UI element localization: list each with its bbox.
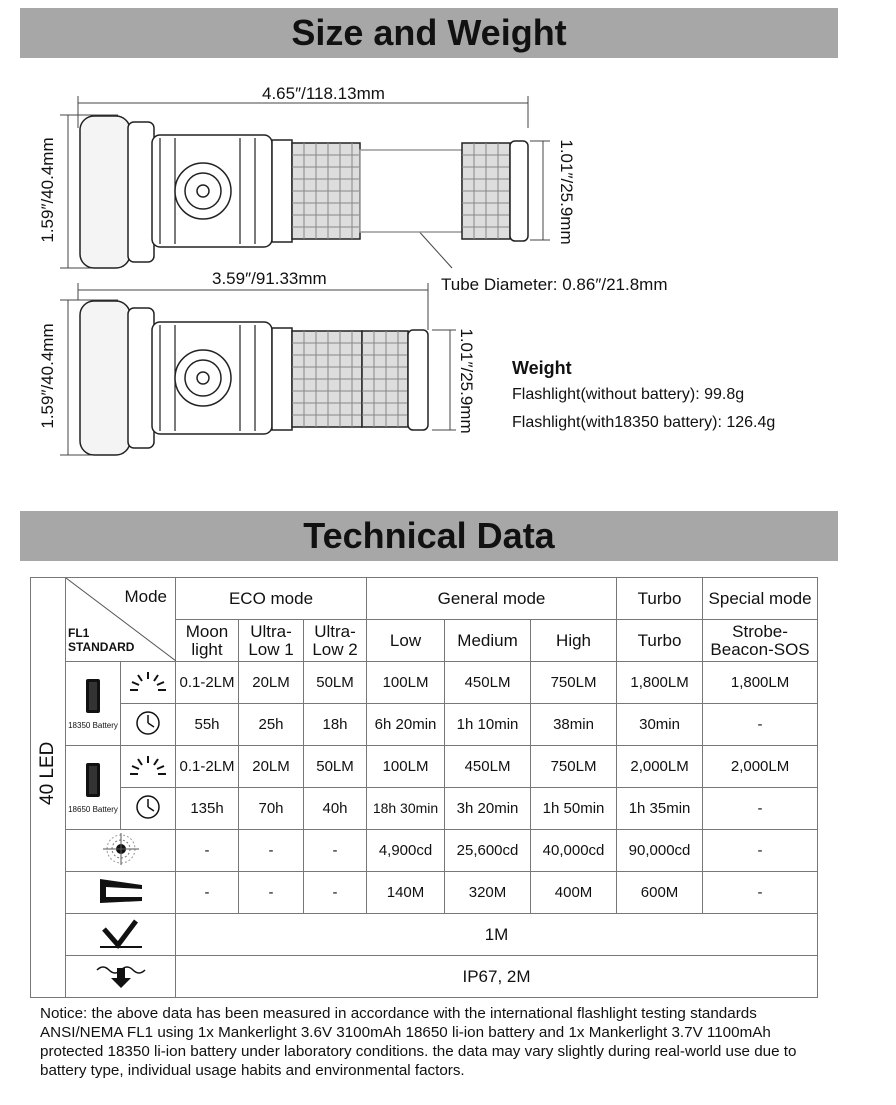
mode-ultra-low-2: Ultra-Low 2 [304, 620, 367, 662]
battery-18350-icon [81, 677, 105, 717]
value-cell: 750LM [531, 662, 617, 704]
size-weight-title: Size and Weight [291, 12, 567, 53]
battery-18650-label: 18650 Battery [68, 804, 118, 814]
value-cell: 1h 35min [617, 788, 703, 830]
clock-icon [135, 794, 161, 820]
mode-moon: Moon light [176, 620, 239, 662]
value-cell: 1h 10min [445, 704, 531, 746]
side-label: 40 LED [37, 741, 59, 805]
value-cell: 0.1-2LM [176, 662, 239, 704]
long-length-label: 4.65″/118.13mm [262, 84, 385, 103]
value-cell: 25,600cd [445, 830, 531, 872]
side-label-cell [31, 578, 66, 998]
battery-18350-label: 18350 Battery [68, 720, 118, 730]
short-length-label: 3.59″/91.33mm [212, 269, 327, 288]
turbo-group-header: Turbo [617, 578, 703, 620]
waterproof-icon-cell [66, 956, 176, 998]
value-cell: 1,800LM [703, 662, 818, 704]
row-18650-lumens [31, 746, 818, 788]
value-cell: - [703, 788, 818, 830]
mode-corner-cell [66, 578, 176, 662]
brightness-icon [128, 752, 168, 778]
value-cell: 320M [445, 872, 531, 914]
value-cell: 30min [617, 704, 703, 746]
battery-18650-icon [81, 761, 105, 801]
value-cell: 1,800LM [617, 662, 703, 704]
table-header-row-1 [31, 578, 818, 620]
beam-distance-icon [96, 875, 146, 907]
row-18650-runtime [31, 788, 818, 830]
weight-without-battery: Flashlight(without battery): 99.8g [512, 386, 745, 403]
tail-diameter-long-label: 1.01″/25.9mm [557, 139, 576, 245]
value-cell: 55h [176, 704, 239, 746]
mode-low: Low [367, 620, 445, 662]
value-cell: - [304, 872, 367, 914]
value-cell: 600M [617, 872, 703, 914]
value-cell: 1h 50min [531, 788, 617, 830]
clock-icon-cell [121, 788, 176, 830]
value-cell: - [304, 830, 367, 872]
general-mode-header: General mode [367, 578, 617, 620]
battery-18350-cell [66, 662, 121, 746]
value-cell: 25h [239, 704, 304, 746]
value-cell: 40h [304, 788, 367, 830]
value-cell: 18h 30min [367, 788, 445, 830]
long-flashlight [80, 116, 528, 268]
value-cell: 140M [367, 872, 445, 914]
value-cell: 50LM [304, 746, 367, 788]
value-cell: 20LM [239, 662, 304, 704]
head-diameter-short-label: 1.59″/40.4mm [38, 323, 57, 429]
target-icon [101, 832, 141, 866]
impact-icon-cell [66, 914, 176, 956]
mode-strobe-beacon-sos: Strobe-Beacon-SOS [703, 620, 818, 662]
weight-heading: Weight [512, 358, 572, 378]
standard-label: STANDARD [68, 640, 135, 654]
row-distance [31, 872, 818, 914]
value-cell: - [176, 872, 239, 914]
value-cell: 6h 20min [367, 704, 445, 746]
row-18350-lumens [31, 662, 818, 704]
technical-data-table [30, 577, 818, 998]
mode-medium: Medium [445, 620, 531, 662]
mode-label: Mode [124, 587, 167, 606]
row-impact [31, 914, 818, 956]
special-mode-header: Special mode [703, 578, 818, 620]
brightness-icon-cell [121, 746, 176, 788]
value-cell: - [703, 830, 818, 872]
value-cell: 100LM [367, 662, 445, 704]
distance-icon-cell [66, 872, 176, 914]
head-diameter-long-label: 1.59″/40.4mm [38, 137, 57, 243]
tube-diameter-label: Tube Diameter: 0.86″/21.8mm [441, 275, 668, 294]
value-cell: 750LM [531, 746, 617, 788]
short-flashlight [80, 301, 428, 455]
battery-18650-cell [66, 746, 121, 830]
value-cell: - [239, 830, 304, 872]
value-cell: 90,000cd [617, 830, 703, 872]
clock-icon-cell [121, 704, 176, 746]
tail-diameter-short-label: 1.01″/25.9mm [457, 328, 476, 434]
eco-mode-header: ECO mode [176, 578, 367, 620]
weight-with-battery: Flashlight(with18350 battery): 126.4g [512, 414, 776, 431]
row-18350-runtime [31, 704, 818, 746]
value-cell: - [176, 830, 239, 872]
technical-data-banner [20, 511, 838, 561]
fl1-label: FL1 [68, 626, 90, 640]
value-cell: 38min [531, 704, 617, 746]
value-cell: 2,000LM [703, 746, 818, 788]
value-cell: 450LM [445, 662, 531, 704]
value-cell: - [703, 704, 818, 746]
value-cell: 70h [239, 788, 304, 830]
impact-resistance-icon [96, 917, 146, 949]
value-cell: 18h [304, 704, 367, 746]
mode-ultra-low-1: Ultra-Low 1 [239, 620, 304, 662]
brightness-icon [128, 668, 168, 694]
value-cell: 2,000LM [617, 746, 703, 788]
value-cell: 40,000cd [531, 830, 617, 872]
value-cell: 3h 20min [445, 788, 531, 830]
row-intensity [31, 830, 818, 872]
intensity-icon-cell [66, 830, 176, 872]
notice-text: Notice: the above data has been measured in accordance with the international flashlight testing standards ANSI/NEMA FL1 using 1x Mankerlight 3.6V 3100mAh 18650 li-ion battery and 1x Mankerlight 3.7V 1100mAh protected 18350 li-ion battery under laboratory conditions. the data may vary slightly during real-world use due to battery type, individual usage habits and environmental factors. [40, 1005, 797, 1079]
clock-icon [135, 710, 161, 736]
value-cell: 100LM [367, 746, 445, 788]
brightness-icon-cell [121, 662, 176, 704]
value-cell: 20LM [239, 746, 304, 788]
technical-data-title: Technical Data [303, 515, 555, 556]
value-cell: - [703, 872, 818, 914]
value-cell: 135h [176, 788, 239, 830]
row-waterproof [31, 956, 818, 998]
waterproof-value: IP67, 2M [176, 956, 818, 998]
value-cell: 50LM [304, 662, 367, 704]
value-cell: 400M [531, 872, 617, 914]
mode-turbo: Turbo [617, 620, 703, 662]
waterproof-icon [93, 960, 149, 990]
value-cell: 0.1-2LM [176, 746, 239, 788]
value-cell: 4,900cd [367, 830, 445, 872]
value-cell: 450LM [445, 746, 531, 788]
value-cell: - [239, 872, 304, 914]
impact-value: 1M [176, 914, 818, 956]
mode-high: High [531, 620, 617, 662]
